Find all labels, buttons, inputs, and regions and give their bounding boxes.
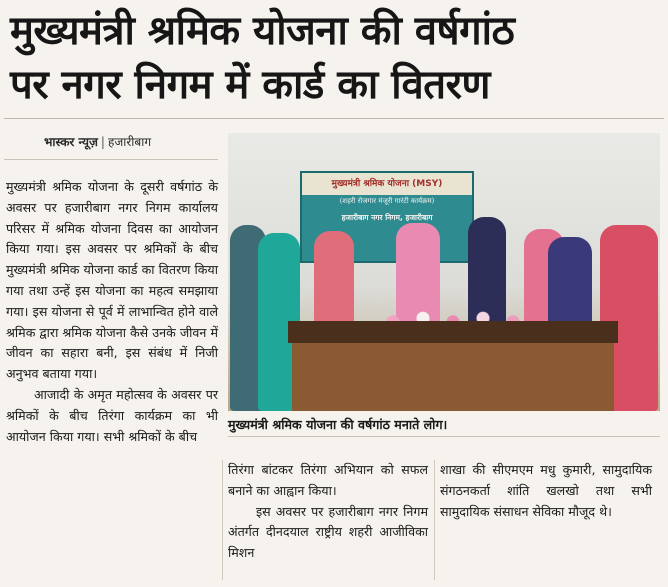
banner-org: हजारीबाग नगर निगम, हजारीबाग	[341, 213, 433, 222]
table-top	[288, 321, 618, 343]
article-paragraph: आजादी के अमृत महोत्सव के अवसर पर श्रमिकों के बीच तिरंगा कार्यक्रम का भी आयोजन किया गया। सभी श्रमिकों के बीच	[6, 386, 218, 444]
photo-caption: मुख्यमंत्री श्रमिक योजना की वर्षगांठ मनाते लोग।	[228, 417, 448, 432]
article-paragraph: इस अवसर पर हजारीबाग नगर निगम अंतर्गत दीनदयाल राष्ट्रीय शहरी आजीविका मिशन	[228, 503, 428, 561]
article-paragraph: शाखा की सीएमएम मधु कुमारी, सामुदायिक संगठनकर्ता शांति खलखो तथा सभी सामुदायिक संसाधन सेविका मौजूद थे।	[440, 462, 652, 519]
column-divider	[434, 460, 435, 580]
byline-place: हजारीबाग	[107, 135, 152, 149]
article-column-3	[440, 460, 652, 522]
byline-divider	[4, 159, 218, 160]
article-paragraph: मुख्यमंत्री श्रमिक योजना के दूसरी वर्षगांठ के अवसर पर हजारीबाग नगर निगम कार्यालय परिसर में श्रमिक योजना दिवस का आयोजन किया गया। इस अवसर पर श्रमिकों के बीच मुख्यमंत्री श्रमिक योजना कार्ड का वितरण किया गया तथा उन्हें इस योजना का महत्व समझाया गया। इस योजना से पूर्व में लाभान्वित होने वाले श्रमिक द्वारा श्रमिक योजना कैसे उनके जीवन में जीवन का सहारा बनी, इस संबंध में निजी अनुभव बताया गया।	[6, 179, 218, 382]
article-column-2	[228, 460, 428, 564]
banner-title: मुख्यमंत्री श्रमिक योजना (MSY)	[302, 173, 472, 195]
headline-line-1: मुख्यमंत्री श्रमिक योजना की वर्षगांठ	[10, 8, 515, 54]
column-divider	[222, 460, 223, 580]
headline-line-2: पर नगर निगम में कार्ड का वितरण	[10, 62, 490, 108]
caption-divider	[228, 436, 660, 437]
table-body	[292, 343, 614, 411]
byline-separator: |	[100, 135, 105, 149]
byline	[44, 133, 151, 150]
headline	[10, 4, 660, 112]
article-paragraph: तिरंगा बांटकर तिरंगा अभियान को सफल बनाने का आह्वान किया।	[228, 462, 428, 498]
headline-divider	[4, 118, 664, 119]
banner-subtitle: (शहरी रोजगार मंजूरी गारंटी कार्यक्रम)	[339, 197, 435, 205]
news-photo	[228, 133, 660, 411]
byline-source: भास्कर न्यूज़	[44, 135, 98, 149]
article-column-1	[6, 177, 218, 447]
